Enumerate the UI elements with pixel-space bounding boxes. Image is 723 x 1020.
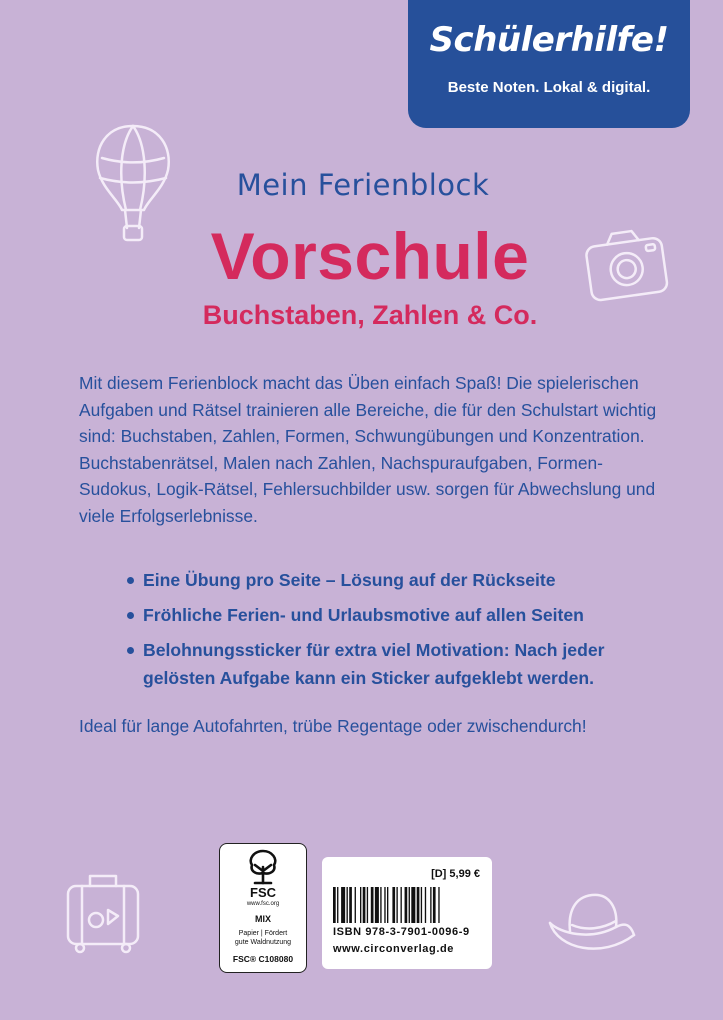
description: [79, 370, 659, 529]
barcode-bar: [347, 887, 348, 923]
barcode-bar: [360, 887, 361, 923]
barcode-bar: [337, 887, 338, 923]
fsc-label: [219, 843, 307, 973]
barcode-bar: [367, 887, 368, 923]
barcode-bar: [401, 887, 402, 923]
fsc-text: Papier | Fördert: [238, 930, 288, 937]
barcode-bar: [371, 887, 374, 923]
barcode-label: [322, 857, 492, 969]
feature-item: Fröhliche Ferien- und Urlaubsmotive auf allen Seiten: [127, 601, 667, 629]
fsc-text: gute Waldnutzung: [234, 939, 292, 946]
book-subtitle: Buchstaben, Zahlen & Co.: [202, 300, 538, 330]
fsc-url: www.fsc.org: [246, 901, 280, 907]
barcode-bar: [392, 887, 395, 923]
fsc-code: FSC® C108080: [232, 954, 294, 964]
feature-item: Eine Übung pro Seite – Lösung auf der Rückseite: [127, 566, 667, 594]
barcode-bar: [425, 887, 426, 923]
brand-tagline: Beste Noten. Lokal & digital.: [447, 79, 651, 96]
barcode-bar: [433, 887, 436, 923]
schuelerhilfe-badge: [408, 0, 690, 128]
barcode-bar: [421, 887, 422, 923]
barcode-bar: [405, 887, 408, 923]
price: [D] 5,99 €: [431, 868, 480, 880]
publisher-website: www.circonverlag.de: [333, 943, 455, 955]
barcode-bar: [417, 887, 420, 923]
description-paragraph: Buchstabenrätsel, Malen nach Zahlen, Nachspuraufgaben, Formen-Sudokus, Logik-Rätsel, Fehlersuchbilder usw. sorgen für Abwechslung und viele Erfolgserlebnisse.: [79, 452, 656, 526]
fsc-mix: MIX: [254, 914, 271, 924]
barcode-bar: [341, 887, 345, 923]
barcode-bar: [411, 887, 415, 923]
barcode-bar: [438, 887, 439, 923]
feature-item: Belohnungssticker für extra viel Motivation: Nach jeder gelösten Aufgabe kann ein Sticker aufgeklebt werden.: [127, 636, 667, 692]
barcode-icon: [333, 887, 483, 923]
description-paragraph: Mit diesem Ferienblock macht das Üben einfach Spaß! Die spielerischen Aufgaben und Rätsel trainieren alle Bereiche, die für den Schulstart wichtig sind: Buchstaben, Zahlen, Formen, Schwungübungen und Konzentration.: [79, 373, 657, 446]
barcode-bar: [396, 887, 397, 923]
barcode-bar: [387, 887, 388, 923]
barcode-bar: [333, 887, 336, 923]
closing-line: Ideal für lange Autofahrten, trübe Regentage oder zwischendurch!: [79, 716, 587, 736]
barcode-bar: [363, 887, 366, 923]
sun-hat-icon: [540, 885, 644, 965]
feature-list: [127, 566, 667, 699]
suitcase-icon: [62, 868, 144, 956]
brand-logo: Schülerhilfe!: [429, 20, 669, 60]
barcode-bar: [375, 887, 379, 923]
barcode-bar: [409, 887, 410, 923]
book-title: Vorschule: [210, 219, 530, 293]
fsc-logo-text: FSC: [250, 885, 276, 900]
barcode-bar: [349, 887, 352, 923]
barcode-bar: [430, 887, 431, 923]
barcode-bar: [355, 887, 356, 923]
barcode-bar: [380, 887, 381, 923]
barcode-bar: [384, 887, 385, 923]
fsc-tree-icon: [246, 849, 280, 885]
isbn: ISBN 978-3-7901-0096-9: [333, 926, 470, 938]
series-title: Mein Ferienblock: [236, 168, 490, 202]
